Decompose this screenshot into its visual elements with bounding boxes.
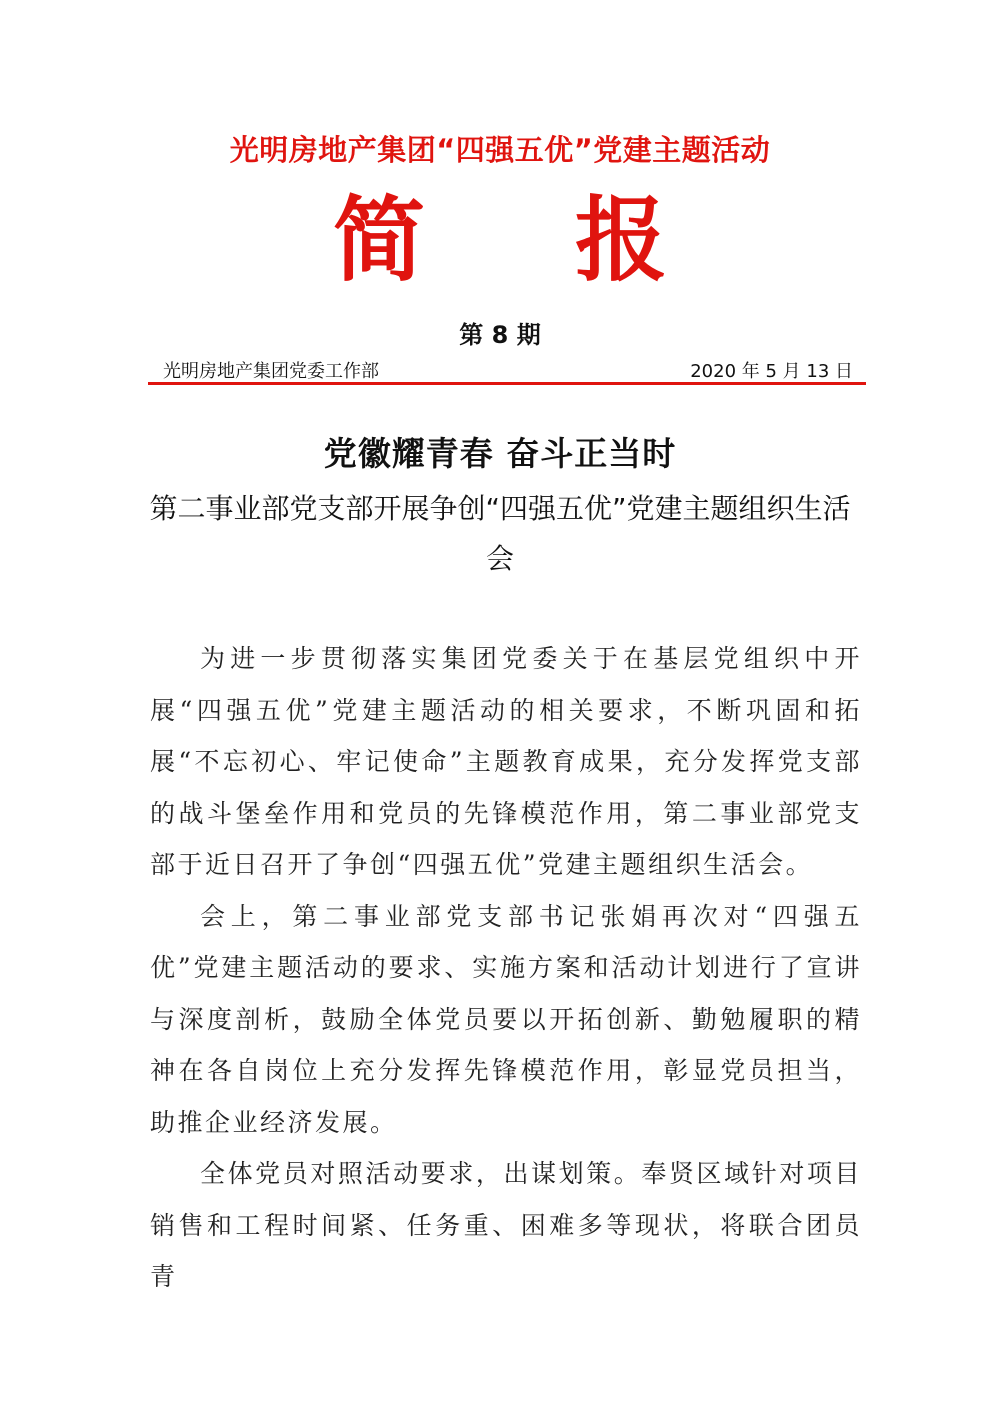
article-body xyxy=(150,633,862,1303)
paragraph: 会上，第二事业部党支部书记张娟再次对“四强五优”党建主题活动的要求、实施方案和活动计划进行了宣讲与深度剖析，鼓励全体党员要以开拓创新、勤勉履职的精神在各自岗位上充分发挥先锋模范作用，彰显党员担当，助推企业经济发展。 xyxy=(150,901,862,1137)
issuer-line xyxy=(163,357,853,383)
issue-number: 第 8 期 xyxy=(459,321,541,349)
article-subheadline: 第二事业部党支部开展争创“四强五优”党建主题组织生活会 xyxy=(149,492,851,575)
issuing-department: 光明房地产集团党委工作部 xyxy=(163,361,379,382)
paragraph: 为进一步贯彻落实集团党委关于在基层党组织中开展“四强五优”党建主题活动的相关要求，不断巩固和拓展“不忘初心、牢记使命”主题教育成果，充分发挥党支部的战斗堡垒作用和党员的先锋模范作用，第二事业部党支部于近日召开了争创“四强五优”党建主题组织生活会。 xyxy=(150,644,862,879)
masthead xyxy=(0,186,1000,294)
masthead-char-bao: 报 xyxy=(575,186,668,294)
campaign-title: 光明房地产集团“四强五优”党建主题活动 xyxy=(229,133,771,167)
paragraph: 全体党员对照活动要求，出谋划策。奉贤区域针对项目销售和工程时间紧、任务重、困难多等现状，将联合团员青 xyxy=(150,1159,862,1291)
masthead-char-jian: 简 xyxy=(332,186,425,294)
red-divider-rule xyxy=(148,382,866,385)
issue-date: 2020 年 5 月 13 日 xyxy=(690,361,853,382)
article-headline: 党徽耀青春 奋斗正当时 xyxy=(323,434,677,473)
